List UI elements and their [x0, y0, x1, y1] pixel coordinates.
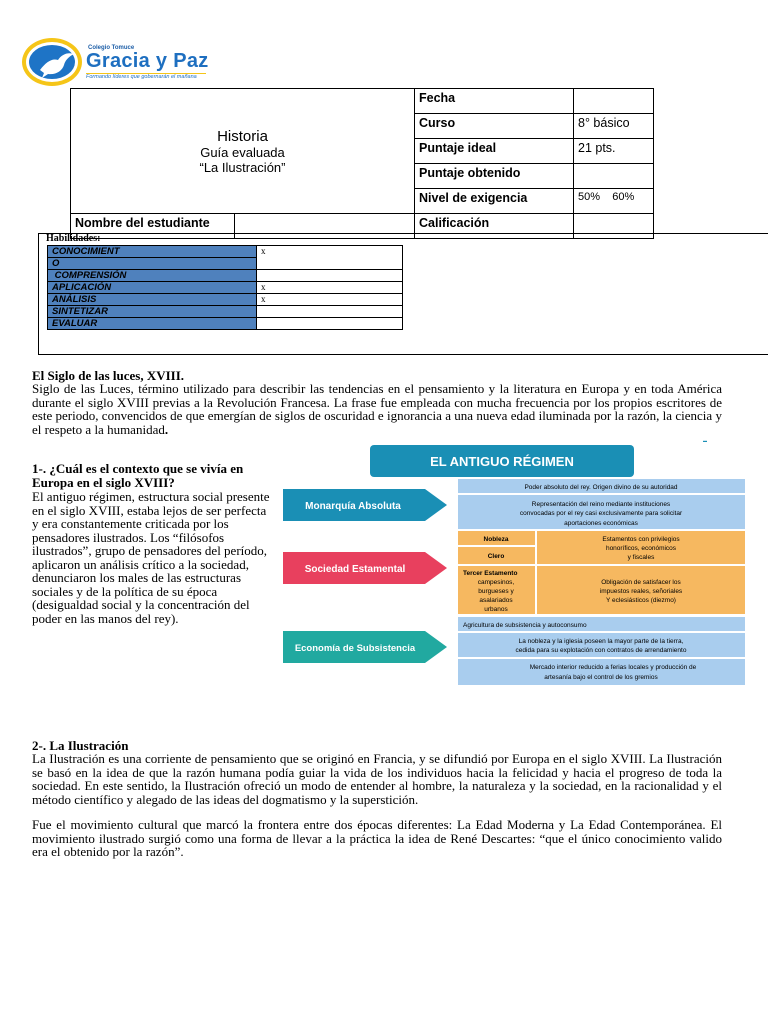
- logo-school-type: Colegio Tomuce: [88, 45, 135, 51]
- eco-text-4: Mercado interior reducido a ferias locales y producción de: [529, 664, 697, 671]
- mon-text-1: Poder absoluto del rey. Origen divino de su autoridad: [524, 484, 678, 491]
- oblig-text-2: impuestos reales, señoriales: [599, 588, 683, 595]
- topic-title: “La Ilustración”: [199, 159, 286, 175]
- oblig-text-3: Y eclesiásticos (diezmo): [606, 597, 676, 604]
- skill-mark[interactable]: x: [257, 294, 403, 306]
- tercer-text-1: Tercer Estamento: [463, 570, 518, 577]
- oblig-text-1: Obligación de satisfacer los: [601, 579, 681, 586]
- tercer-text-2: campesinos,: [477, 579, 515, 586]
- diagram-corner-mark: ▬: [703, 438, 707, 443]
- skill-name: O: [48, 258, 257, 270]
- subject-title: Historia: [217, 127, 268, 145]
- puntaje-obtenido-value[interactable]: [574, 164, 654, 189]
- fecha-value[interactable]: [574, 89, 654, 114]
- eco-text-5: artesanía bajo el control de los gremios: [544, 674, 658, 681]
- logo-school-name: Gracia y Paz: [86, 50, 209, 72]
- q2-paragraph-1: La Ilustración es una corriente de pensamiento que se originó en Francia, y se difundió por Europa en el siglo XVIII. La Ilustración se basó en la idea de que la razón humana podía guiar la vida de los individuos hacia la felicidad y hacia el progreso de toda la sociedad. En este sentido, la Ilustración ofreció un modo de entender al hombre, la naturaleza y la sociedad, en la racionalidad y el método científico y alegado de las ideas del dogmatismo y la superstición.: [32, 751, 722, 807]
- mon-text-3: convocadas por el rey casi exclusivamente para solicitar: [519, 510, 683, 517]
- title-cell: [71, 89, 415, 214]
- intro-text: Siglo de las Luces, término utilizado para describir las tendencias en el pensamiento y la literatura en Europa y en toda América durante el siglo XVIII previas a la Revolución Francesa. La frase fue empleada con mucha frecuencia por los propios escritores de este periodo, convencidos de que emergían de siglos de oscuridad e ignorancia a una nueva edad iluminada por la razón, la ciencia y el respeto a la humanidad: [32, 381, 722, 437]
- mon-text-2: Representación del reino mediante instituciones: [531, 501, 671, 508]
- school-logo: [22, 38, 82, 86]
- skills-table: [47, 245, 403, 330]
- skill-name: EVALUAR: [48, 318, 257, 330]
- nivel-exigencia-label: Nivel de exigencia: [415, 189, 574, 214]
- priv-text-1: Estamentos con privilegios: [602, 536, 680, 543]
- skill-mark[interactable]: x: [257, 282, 403, 294]
- eco-text-1: Agricultura de subsistencia y autoconsumo: [463, 622, 587, 629]
- puntaje-ideal-value: 21 pts.: [574, 139, 654, 164]
- arrow-monarquia-label: Monarquía Absoluta: [305, 501, 401, 512]
- q1-heading: 1-. ¿Cuál es el contexto que se vivía en Europa en el siglo XVIII?: [32, 461, 244, 490]
- skill-name: SINTETIZAR: [48, 306, 257, 318]
- tercer-text-3: burgueses y: [478, 588, 514, 595]
- nobleza-label: Nobleza: [483, 536, 509, 543]
- tercer-text-5: urbanos: [484, 606, 508, 613]
- intro-end: .: [164, 421, 169, 437]
- skill-name: COMPRENSIÓN: [48, 270, 257, 282]
- intro-paragraph: [32, 382, 722, 436]
- eco-text-3: cedida para su explotación con contratos de arrendamiento: [515, 647, 687, 654]
- skill-mark[interactable]: [257, 306, 403, 318]
- diagram-title: EL ANTIGUO RÉGIMEN: [430, 454, 574, 469]
- clero-label: Clero: [487, 553, 505, 560]
- header-table: [70, 88, 654, 239]
- arrow-sociedad-label: Sociedad Estamental: [304, 564, 406, 575]
- q1-paragraph: El antiguo régimen, estructura social presente en el siglo XVIII, estaba lejos de ser perfecta y era constantemente criticada por los pensadores ilustrados. Los “filósofos ilustrados”, grupo de pensadores del período, aplicaron un análisis crítico a la sociedad, denunciaron los males de las estructuras sociales y de la política de su época (desigualdad social y la concentración del poder en las manos del rey).: [32, 489, 270, 626]
- skill-mark[interactable]: [257, 270, 403, 282]
- logo-tagline: Formando líderes que gobernarán el mañana: [86, 74, 197, 80]
- curso-value: 8° básico: [574, 114, 654, 139]
- skill-name: ANÁLISIS: [48, 294, 257, 306]
- skill-name: CONOCIMIENT: [48, 246, 257, 258]
- eco-text-2: La nobleza y la iglesia poseen la mayor parte de la tierra,: [518, 638, 684, 645]
- dove-icon: [32, 48, 78, 82]
- mon-text-4: aportaciones económicas: [564, 520, 638, 527]
- eco-box-3: [458, 659, 745, 685]
- tercer-text-4: asalariados: [479, 597, 513, 604]
- calificacion-label: Calificación: [415, 214, 574, 239]
- puntaje-obtenido-label: Puntaje obtenido: [415, 164, 574, 189]
- skill-mark[interactable]: x: [257, 246, 403, 270]
- arrow-economia-label: Economía de Subsistencia: [294, 643, 416, 654]
- skill-mark[interactable]: [257, 318, 403, 330]
- guide-title: Guía evaluada: [200, 144, 285, 160]
- puntaje-ideal-label: Puntaje ideal: [415, 139, 574, 164]
- nivel-exigencia-value: 50% 60%: [574, 189, 654, 214]
- priv-text-3: y fiscales: [627, 554, 655, 561]
- student-name-label: Nombre del estudiante: [71, 214, 235, 239]
- skill-name: APLICACIÓN: [48, 282, 257, 294]
- priv-text-2: honoríficos, económicos: [605, 545, 677, 552]
- q2-heading: 2-. La Ilustración: [32, 738, 129, 753]
- curso-label: Curso: [415, 114, 574, 139]
- fecha-label: Fecha: [415, 89, 574, 114]
- antiguo-regimen-diagram: [283, 437, 747, 687]
- intro-heading: El Siglo de las luces, XVIII.: [32, 368, 185, 383]
- q2-paragraph-2: Fue el movimiento cultural que marcó la frontera entre dos épocas diferentes: La Edad Moderna y La Edad Contemporánea. El movimiento ilustrado surgió como una forma de llevar a la práctica la idea de René Descartes: “que el único conocimiento valido era el obtenido por la razón”.: [32, 817, 722, 859]
- skills-label: Habilidades:: [46, 233, 101, 244]
